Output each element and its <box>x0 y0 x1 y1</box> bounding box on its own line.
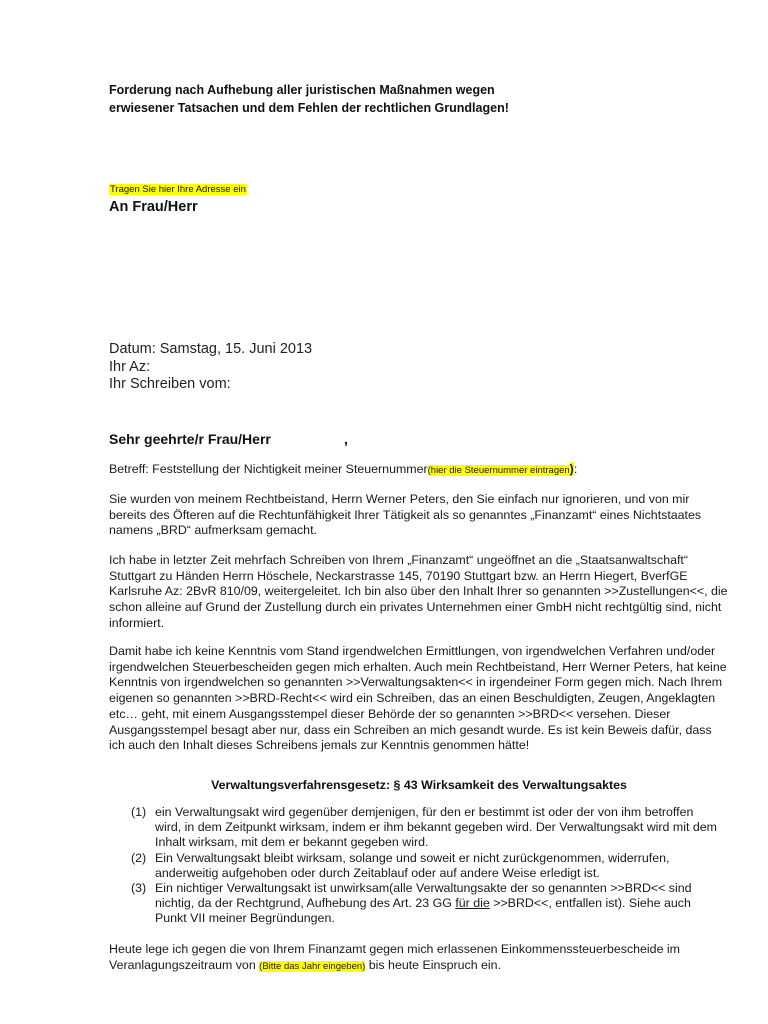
law-item-number: (3) <box>131 881 147 896</box>
salutation <box>109 430 348 448</box>
betreff-close-paren: ) <box>569 462 574 476</box>
law-item-text-before: Ein nichtiger Verwaltungsakt ist unwirksam(alle Verwaltungsakte der so genannten >>BRD<< sind nichtig, da der Rechtgrund, Aufhebung des Art. 23 GG <box>155 881 692 911</box>
law-section-title: Verwaltungsverfahrensgesetz: § 43 Wirksamkeit des Verwaltungsaktes <box>211 778 627 792</box>
p4-after: bis heute Einspruch ein. <box>365 957 502 972</box>
betreff-suffix: : <box>573 462 578 476</box>
law-item-2 <box>109 851 721 881</box>
year-hint-highlight: (Bitte das Jahr eingeben) <box>259 960 366 972</box>
subject-line-1: Forderung nach Aufhebung aller juristischen Maßnahmen wegen <box>109 83 495 97</box>
law-item-number: (2) <box>131 850 147 865</box>
recipient-line: An Frau/Herr <box>109 199 198 215</box>
salutation-comma: , <box>344 431 348 447</box>
paragraph-2: Ich habe in letzter Zeit mehrfach Schreiben von Ihrem „Finanzamt“ ungeöffnet an die „Staatsanwaltschaft“ Stuttgart zu Händen Herrn Höschele, Neckarstrasse 145, 70190 Stuttgart bzw. an Herrn Hiegert, BverfGE Karlsruhe Az: 2BvR 810/09, weitergeleitet. Ich bin also über den Inhalt Ihrer so genannten >>Zustellungen<<, die schon alleine auf Grund der Zustellung durch ein privates Unternehmen einer GmbH nicht rechtgültig sind, nicht informiert. <box>109 553 728 630</box>
subject-line-2: erwiesener Tatsachen und dem Fehlen der rechtlichen Grundlagen! <box>109 101 509 115</box>
law-item-1 <box>109 805 721 851</box>
law-item-text: ein Verwaltungsakt wird gegenüber demjenigen, für den er bestimmt ist oder der von ihm betroffen wird, in dem Zeitpunkt wirksam, indem er ihm bekannt gegeben wird. Der Verwaltungsakt wird mit dem Inhalt wirksam, mit dem er bekannt gegeben wird. <box>155 805 717 850</box>
paragraph-4 <box>109 942 729 974</box>
salutation-text: Sehr geehrte/r Frau/Herr <box>109 431 271 447</box>
law-item-text: Ein Verwaltungsakt bleibt wirksam, solange und soweit er nicht zurückgenommen, widerrufen, anderweitig aufgehoben oder durch Zeitablauf oder auf andere Weise erledigt ist. <box>155 850 670 880</box>
law-item-text-after: >>BRD<<, entfallen ist). Siehe auch Punkt VII meiner Begründungen. <box>155 896 691 926</box>
paragraph-1: Sie wurden von meinem Rechtbeistand, Herrn Werner Peters, den Sie einfach nur ignorieren, und von mir bereits des Öfteren auf die Rechtunfähigkeit Ihrer Tätigkeit als so genanntes „Finanzamt“ eines Nichtstaates namens „BRD“ aufmerksam gemacht. <box>109 492 702 538</box>
letter-subject <box>109 81 669 117</box>
reference-line: Ihr Az: <box>109 358 151 375</box>
letter-date-line: Ihr Schreiben vom: <box>109 376 231 392</box>
address-hint-highlight: Tragen Sie hier Ihre Adresse ein <box>110 184 246 195</box>
tax-number-hint-highlight: (hier die Steuernummer eintragen <box>427 465 570 476</box>
letter-meta <box>109 341 312 394</box>
law-list <box>109 805 721 927</box>
law-item-3 <box>109 881 721 927</box>
law-item-underlined: für die <box>455 896 490 911</box>
p4-before: Heute lege ich gegen die von Ihrem Finanzamt gegen mich erlassenen Einkommenssteuerbescheide im Veranlagungszeitraum von <box>109 942 680 972</box>
paragraph-3: Damit habe ich keine Kenntnis vom Stand irgendwelchen Ermittlungen, von irgendwelchen Verfahren und/oder irgendwelchen Steuerbescheiden gegen mich erhalten. Auch mein Rechtbeistand, Herr Werner Peters, hat keine Kenntnis von irgendwelchen so genannten >>Verwaltungsakten<< in irgendeiner Form gegen mich. Nach Ihrem eigenen so genannten >>BRD-Recht<< wird ein Schreiben, das an einen Beschuldigten, Zeugen, Angeklagten etc… geht, mit einem Ausgangsstempel dieser Behörde der so genannten >>BRD<< versehen. Dieser Ausgangsstempel besagt aber nur, dass ein Schreiben an mich gesandt wurde. Es ist kein Beweis dafür, dass ich auch den Inhalt dieses Schreibens jemals zur Kenntnis genommen hätte! <box>109 644 727 753</box>
date-line: Datum: Samstag, 15. Juni 2013 <box>109 341 313 357</box>
betreff-prefix: Betreff: Feststellung der Nichtigkeit meiner Steuernummer <box>109 462 428 476</box>
betreff-line <box>109 462 729 479</box>
law-item-number: (1) <box>131 805 147 819</box>
